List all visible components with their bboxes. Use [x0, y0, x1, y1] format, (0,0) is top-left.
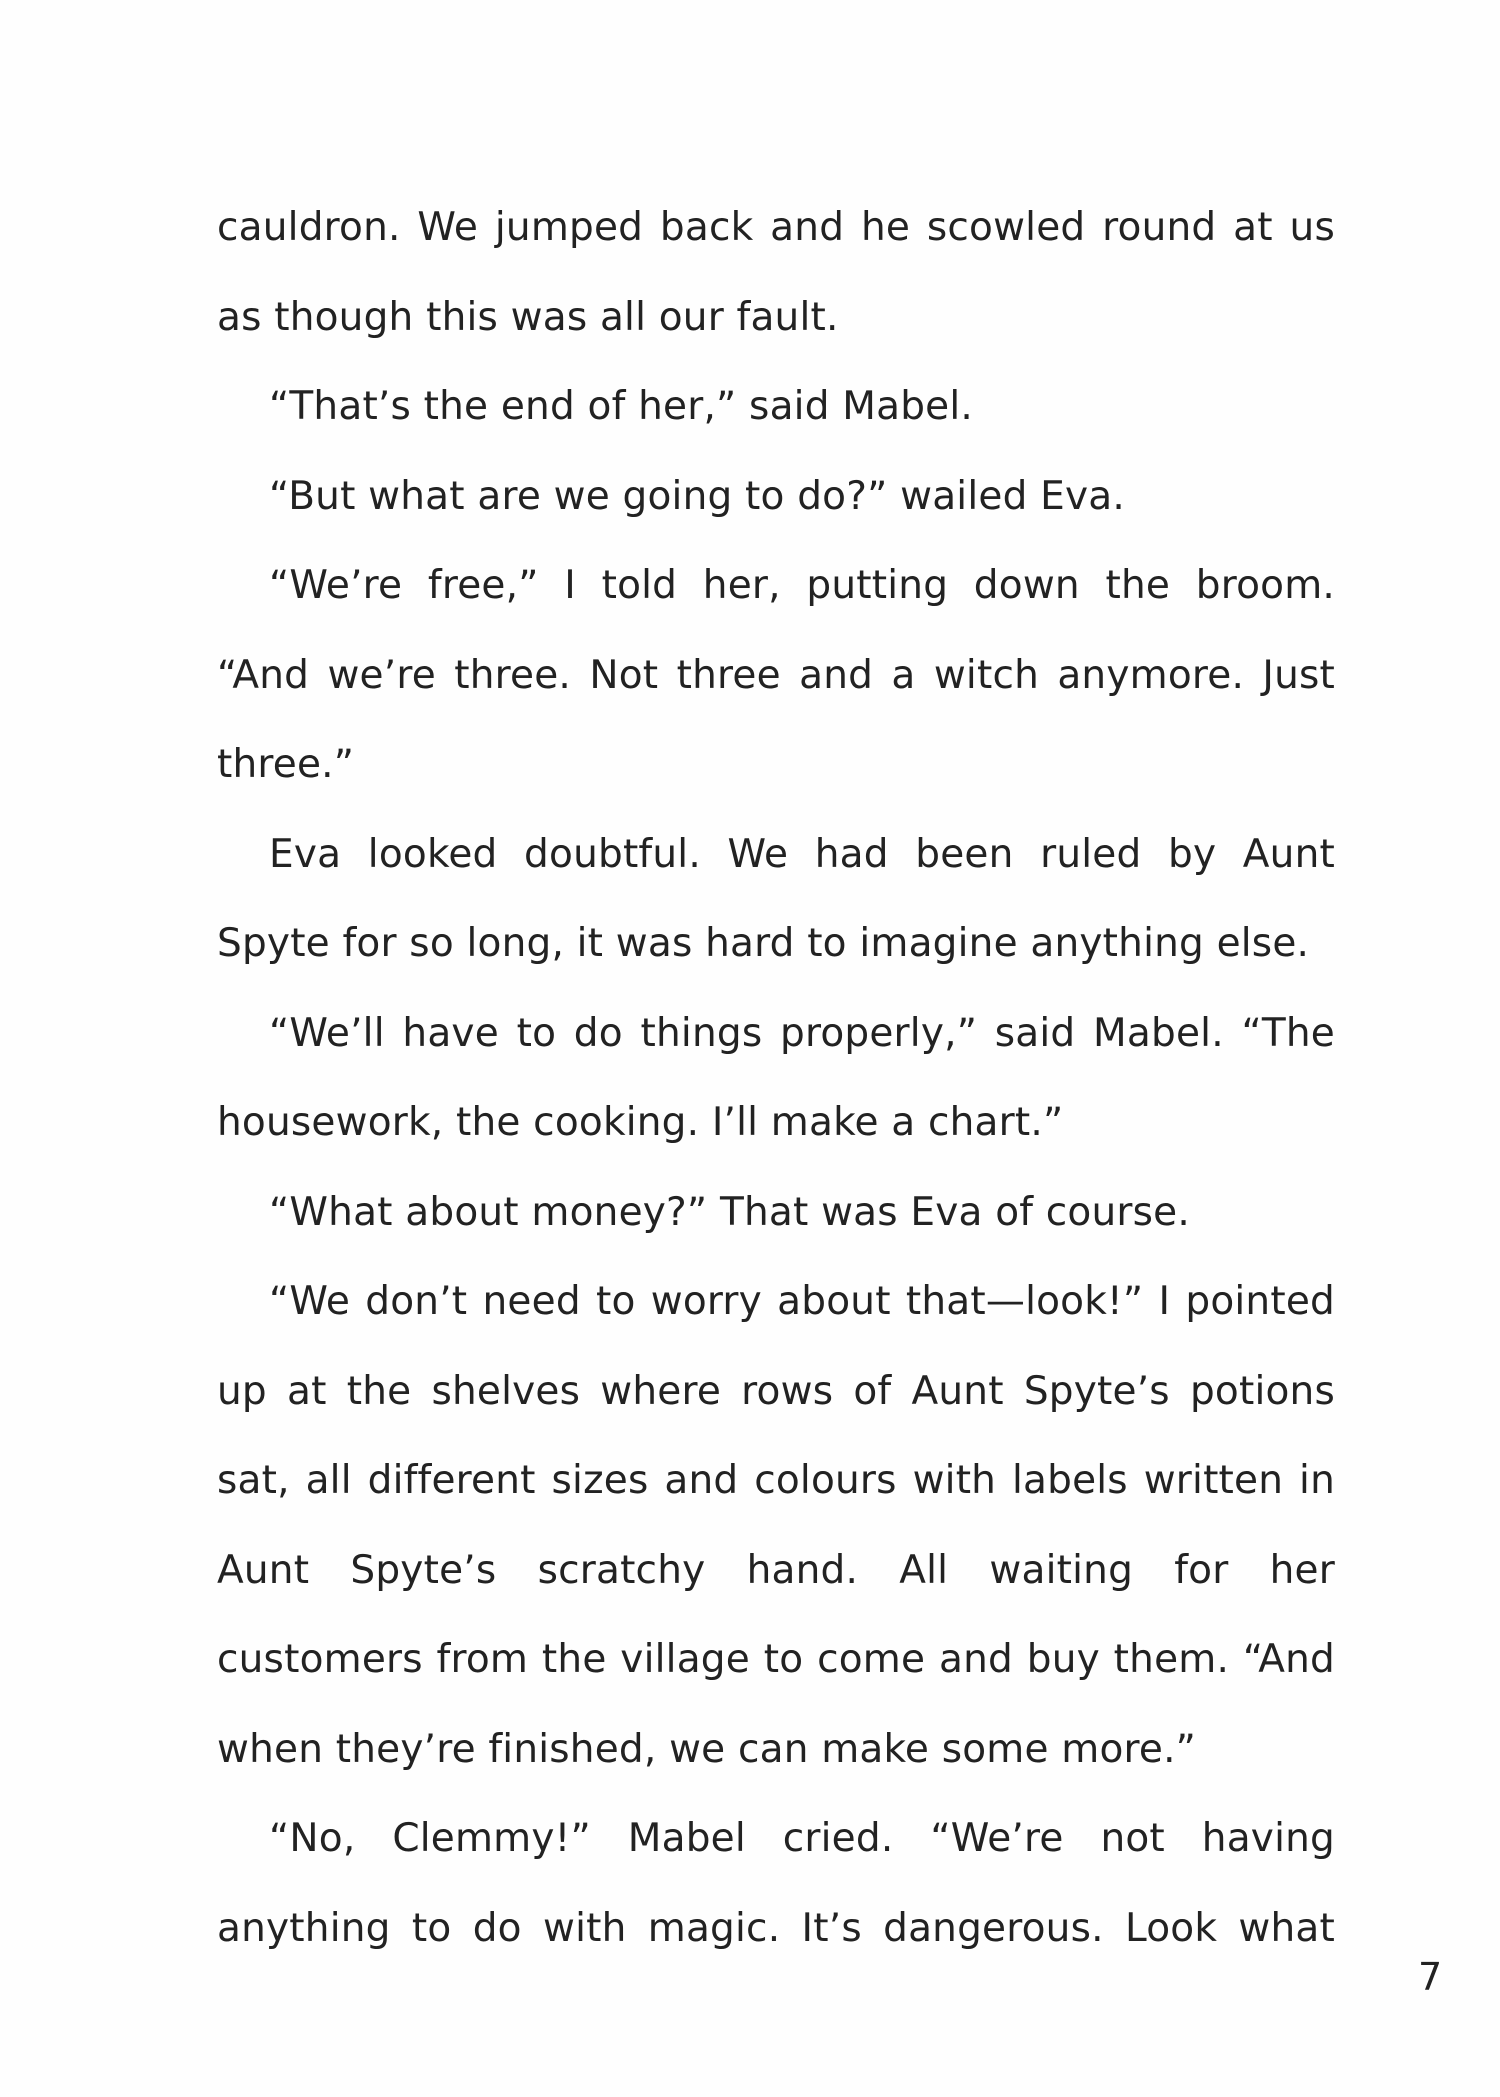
page-number: 7 — [1418, 1955, 1443, 1999]
paragraph-3: “But what are we going to do?” wailed Eva. — [269, 473, 1125, 519]
body-text — [217, 183, 1335, 1973]
paragraph-1: cauldron. We jumped back and he scowled round at us as though this was all our fault. — [217, 205, 1335, 340]
paragraph-4: “We’re free,” I told her, putting down the broom. “And we’re three. Not three and a witch anymore. Just three.” — [217, 563, 1335, 787]
paragraph-7: “What about money?” That was Eva of course. — [269, 1189, 1190, 1235]
paragraph-5: Eva looked doubtful. We had been ruled by Aunt Spyte for so long, it was hard to imagine anything else. — [217, 831, 1335, 966]
paragraph-8: “We don’t need to worry about that—look!” I pointed up at the shelves where rows of Aunt Spyte’s potions sat, all different sizes and colours with labels written in Aunt Spyte’s scratchy hand. All waiting for her customers from the village to come and buy them. “And when they’re finished, we can make some more.” — [217, 1279, 1335, 1772]
paragraph-2: “That’s the end of her,” said Mabel. — [269, 384, 973, 429]
paragraph-9: “No, Clemmy!” Mabel cried. “We’re not having anything to do with magic. It’s dangerous. Look what — [217, 1816, 1335, 1951]
paragraph-6: “We’ll have to do things properly,” said Mabel. “The housework, the cooking. I’ll make a chart.” — [217, 1010, 1335, 1145]
